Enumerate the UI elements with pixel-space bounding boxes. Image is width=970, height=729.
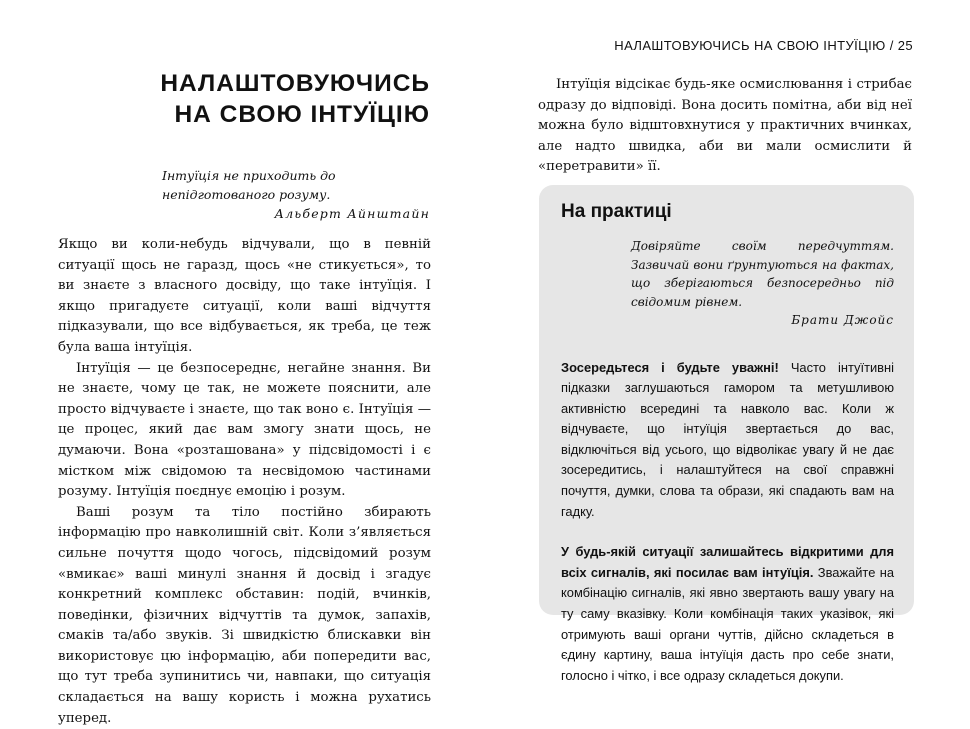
chapter-title-line-2: НА СВОЮ ІНТУЇЦІЮ	[174, 101, 430, 128]
practice-paragraph-1	[561, 358, 894, 523]
page-number: / 25	[889, 38, 913, 53]
epigraph-text: Інтуїція не приходить до непідготованого розуму.	[162, 168, 336, 202]
practice-box	[539, 185, 914, 683]
practice-paragraph-1-text: Часто інтуїтивні підказки заглушаються гамором та метушливою активністю всередині та навколо вас. Коли ж відчуваєте, що інтуїція звертається до вас, відключіться від усього, що відволікає увагу й не дає зосередитись, і налаштуйтеся на свої справжні почуття, думки, слова та образи, які спадають вам на гадку.	[561, 359, 895, 519]
practice-paragraph-2	[561, 542, 894, 686]
chapter-title	[160, 68, 430, 130]
body-paragraph: Інтуїція — це безпосереднє, негайне знання. Ви не знаєте, чому це так, не можете пояснити, але просто відчуваєте і знаєте, що так воно є. Інтуїція — це процес, який дає вам змогу знати щось, не думаючи. Вона «розташована» у підсвідомості і є містком між свідомою та несвідомою частинами розуму. Інтуїція поєднує емоцію і розум.	[58, 360, 431, 500]
practice-paragraph-2-lead: У будь-якій ситуації залишайтесь відкритими для всіх сигналів, які посилає вам інтуїція.	[561, 544, 894, 580]
practice-paragraph-2-text: Зважайте на комбінацію сигналів, які явно звертають вашу увагу на ту саму вказівку. Коли комбінація таких указівок, які отримують ваші органи чуттів, дійсно складеться в єдину картину, ваша інтуїція дасть про себе знати, голосно і чітко, і все одразу складеться докупи.	[561, 564, 894, 683]
practice-epigraph	[631, 237, 894, 330]
practice-epigraph-text: Довіряйте своїм передчуттям. Зазвичай вони ґрунтуються на фактах, що зберігаються безпосередньо під свідомим рівнем.	[631, 239, 894, 309]
left-body-text	[58, 235, 431, 729]
intro-paragraph: Інтуїція відсікає будь-яке осмислювання і стрибає одразу до відповіді. Вона досить помітна, аби від неї можна було відштовхнутися у практичних вчинках, але надто швидка, аби ви мали осмислити й «перетравити» її.	[538, 77, 912, 175]
running-head	[614, 38, 913, 53]
body-paragraph: Якщо ви коли-небудь відчували, що в певній ситуації щось не гаразд, щось «не стикується», то ви знаєте з власного досвіду, що таке інтуїція. І якщо пригадуєте ситуації, коли ваші відчуття підказували, що все відбувається, як треба, це теж була ваша інтуїція.	[58, 237, 431, 355]
right-intro-text	[538, 75, 912, 178]
practice-epigraph-author: Брати Джойс	[791, 313, 894, 327]
chapter-title-line-1: НАЛАШТОВУЮЧИСЬ	[160, 70, 430, 97]
running-head-title: НАЛАШТОВУЮЧИСЬ НА СВОЮ ІНТУЇЦІЮ	[614, 38, 886, 53]
practice-title: На практиці	[561, 201, 672, 222]
epigraph-author: Альберт Айнштайн	[274, 206, 430, 221]
practice-paragraph-1-lead: Зосередьтеся і будьте уважні!	[561, 359, 779, 375]
body-paragraph: Ваші розум та тіло постійно збирають інформацію про навколишній світ. Коли з’являється сильне почуття щодо чогось, підсвідомий розум «вмикає» ваші минулі знання й досвід і згадує конкретний комплекс обставин: подій, вчинків, поведінки, фізичних відчуттів та думок, запахів, смаків та/або звуків. Зі швидкістю блискавки він використовує цю інформацію, аби попередити вас, що тут треба зупинитись чи, навпаки, що ситуація складається на вашу користь і можна рухатись уперед.	[58, 504, 431, 726]
epigraph	[162, 166, 430, 223]
